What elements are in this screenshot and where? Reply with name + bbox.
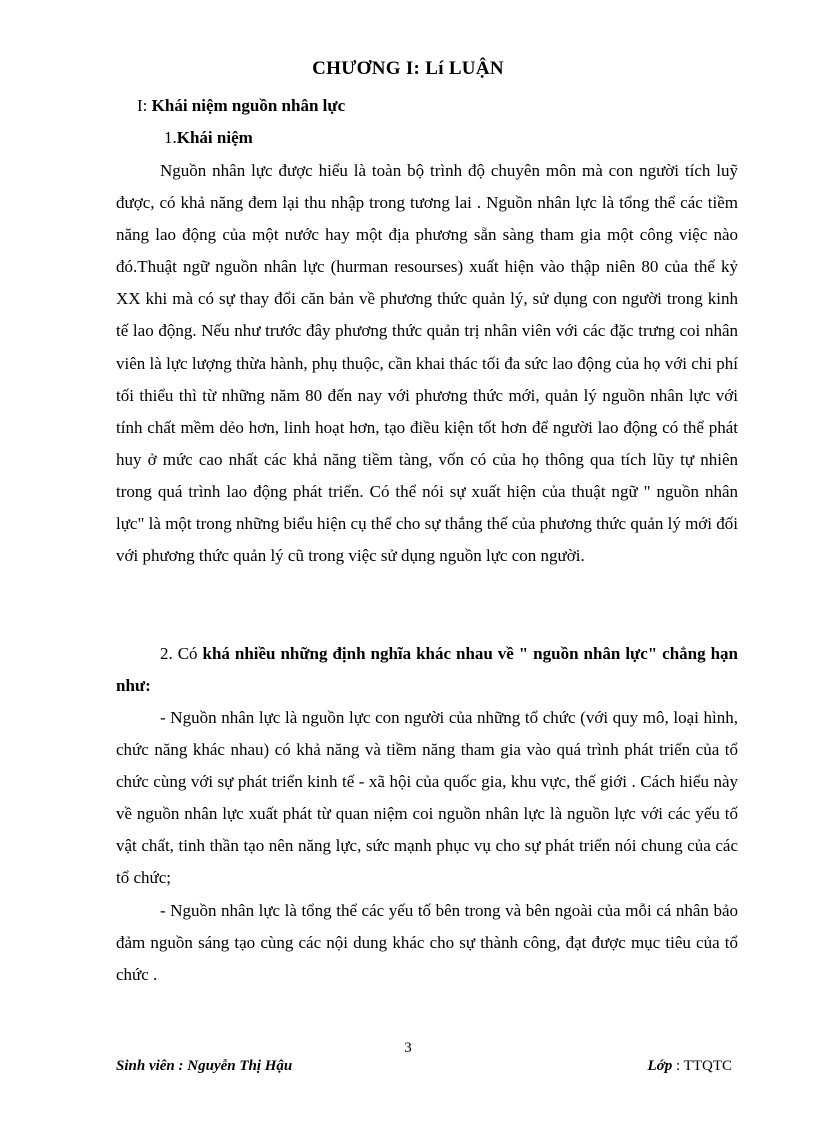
subsection-2-heading (116, 638, 738, 702)
definition-bullet-1: - Nguồn nhân lực là nguồn lực con người của những tổ chức (với quy mô, loại hình, chức năng khác nhau) có khả năng và tiềm năng tham gia vào quá trình phát triển của tổ chức cùng với sự phát triển kinh tế - xã hội của quốc gia, khu vực, thế giới . Cách hiểu này về nguồn nhân lực xuất phát từ quan niệm coi nguồn nhân lực là nguồn lực với các yếu tố vật chất, tinh thần tạo nên năng lực, sức mạnh phục vụ cho sự phát triển nói chung của các tổ chức; (116, 708, 738, 888)
footer-class-value: : TTQTC (672, 1058, 732, 1074)
paragraph-definition: Nguồn nhân lực được hiểu là toàn bộ trình độ chuyên môn mà con người tích luỹ được, có khả năng đem lại thu nhập trong tương lai . Nguồn nhân lực là tổng thể các tiềm năng lao động của một nước hay một địa phương sẵn sàng tham gia một công việc nào đó.Thuật ngữ nguồn nhân lực (hurman resourses) xuất hiện vào thập niên 80 của thế kỷ XX khi mà có sự thay đổi căn bản về phương thức quản lý, sử dụng con người trong kinh tế lao động. Nếu như trước đây phương thức quản trị nhân viên với các đặc trưng coi nhân viên là lực lượng thừa hành, phụ thuộc, cần khai thác tối đa sức lao động của họ với chi phí tối thiểu thì từ những năm 80 đến nay với phương thức mới, quản lý nguồn nhân lực với tính chất mềm dẻo hơn, linh hoạt hơn, tạo điều kiện tốt hơn để người lao động có thể phát huy ở mức cao nhất các khả năng tiềm tàng, vốn có của họ thông qua tích lũy tự nhiên trong quá trình lao động phát triển. Có thể nói sự xuất hiện của thuật ngữ " nguồn nhân lực" là một trong những biểu hiện cụ thể cho sự thắng thế của phương thức quản lý mới đối với phương thức quản lý cũ trong việc sử dụng nguồn lực con người. (116, 161, 738, 566)
section-number: I: (137, 96, 148, 115)
section-title: Khái niệm nguồn nhân lực (151, 96, 346, 115)
subsection-2-lead: 2. Có (160, 644, 203, 663)
subsection-heading (164, 128, 253, 148)
page-number: 3 (404, 1040, 412, 1056)
subsection-title: Khái niệm (176, 128, 253, 147)
definition-bullet-2: - Nguồn nhân lực là tổng thể các yếu tố bên trong và bên ngoài của mỗi cá nhân bảo đảm nguồn sáng tạo cùng các nội dung khác cho sự thành công, đạt được mục tiêu của tổ chức . (116, 901, 738, 985)
section-heading (137, 96, 345, 116)
footer-class (648, 1058, 732, 1075)
subsection-2-bold: khá nhiều những định nghĩa khác nhau về " nguồn nhân lực" chẳng hạn như: (116, 644, 738, 696)
chapter-title: CHƯƠNG I: Lí LUẬN (312, 58, 504, 79)
footer-student: Sinh viên : Nguyễn Thị Hậu (116, 1058, 293, 1074)
subsection-number: 1. (164, 128, 177, 147)
footer-class-label: Lớp (647, 1058, 673, 1074)
